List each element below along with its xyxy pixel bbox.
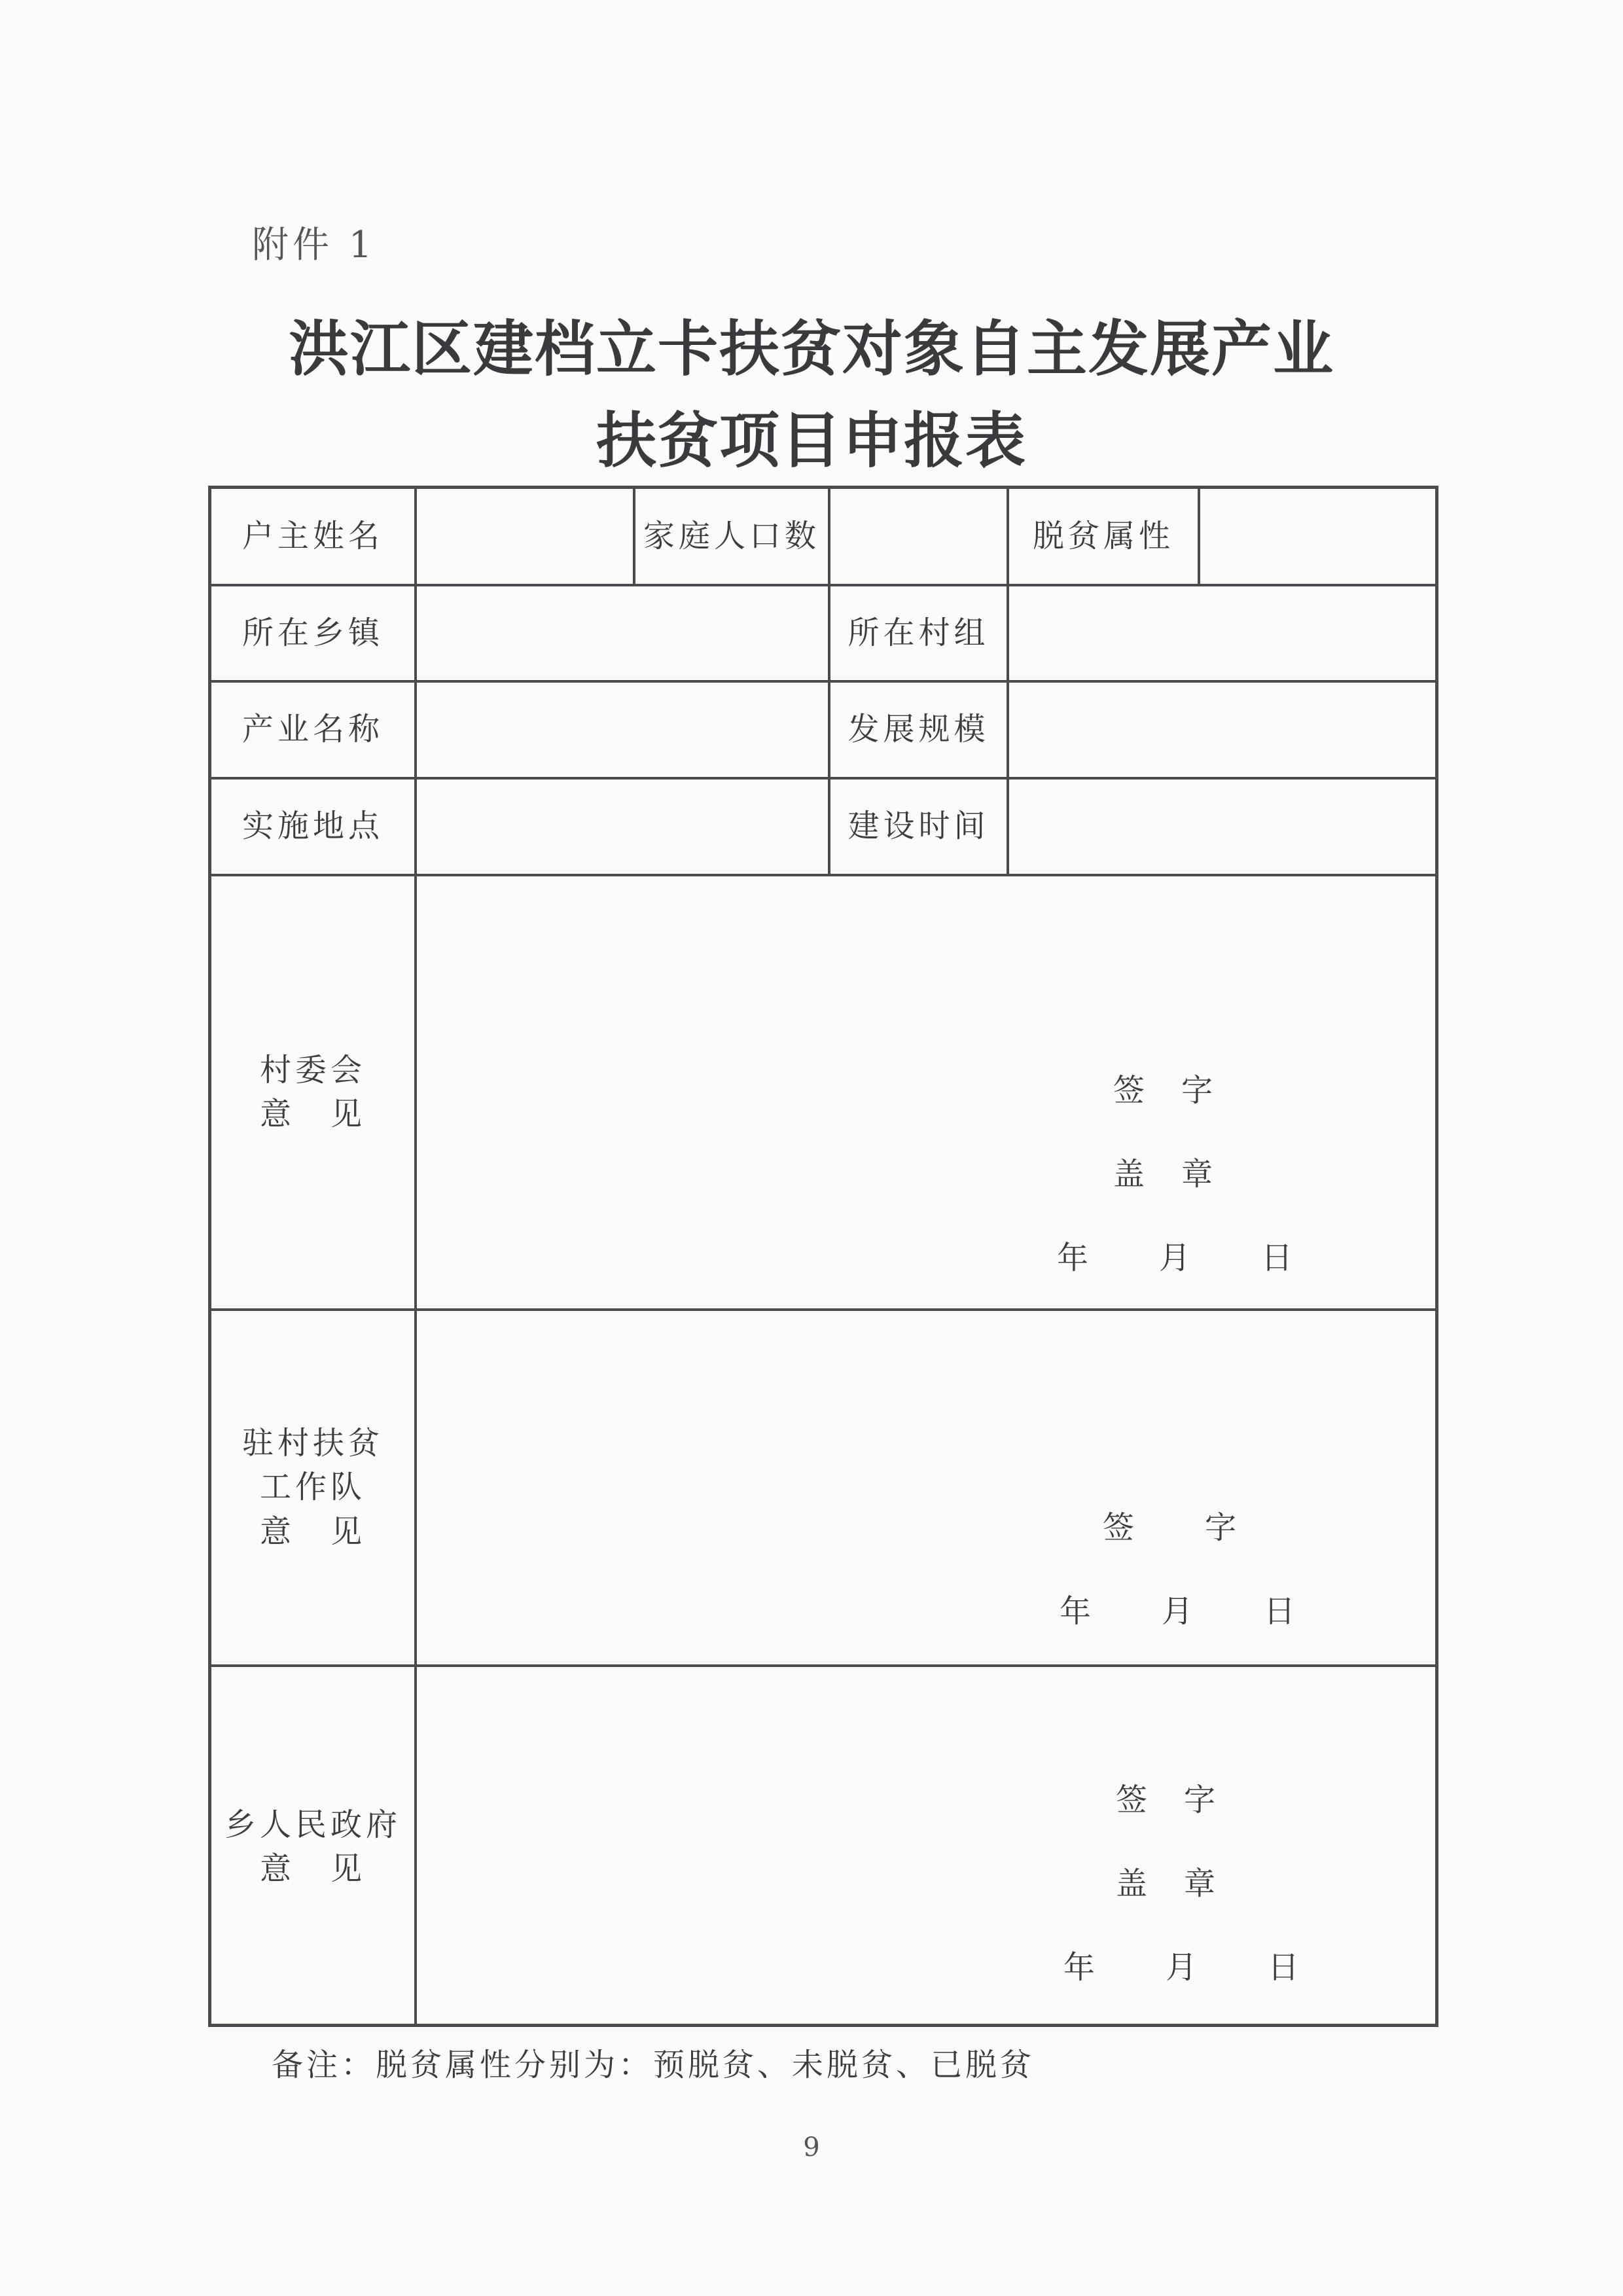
opinion-label-line: 乡人民政府 xyxy=(224,1806,401,1843)
location-label: 实施地点 xyxy=(241,808,383,845)
village-group-field[interactable] xyxy=(1009,586,1436,680)
form-title-line-2: 扶贫项目申报表 xyxy=(596,405,1027,476)
poverty-status-label: 脱贫属性 xyxy=(1032,517,1174,554)
family-size-label: 家庭人口数 xyxy=(643,517,820,554)
opinion-label-line: 意 见 xyxy=(259,1850,366,1887)
industry-name-field[interactable] xyxy=(417,683,828,777)
attachment-label: 附件 1 xyxy=(252,224,376,266)
opinion-label-line: 村委会 xyxy=(259,1051,366,1088)
signature-label: 签 字 xyxy=(1116,1782,1219,1818)
signature-label: 签 字 xyxy=(1103,1509,1240,1546)
work-team-opinion-label xyxy=(211,1311,414,1664)
form-title-line-1: 洪江区建档立卡扶贫对象自主发展产业 xyxy=(288,314,1334,384)
family-size-field[interactable] xyxy=(830,489,1007,584)
form-note: 备注：脱贫属性分别为：预脱贫、未脱贫、已脱贫 xyxy=(272,2047,1035,2083)
page-number: 9 xyxy=(803,2132,820,2162)
scale-label: 发展规模 xyxy=(847,711,990,748)
location-field[interactable] xyxy=(417,780,828,874)
signature-label: 签 字 xyxy=(1113,1072,1216,1109)
industry-name-label: 产业名称 xyxy=(241,711,383,748)
date-label: 年 月 日 xyxy=(1060,1593,1298,1630)
township-government-opinion-label xyxy=(211,1667,414,2027)
seal-label: 盖 章 xyxy=(1113,1156,1216,1193)
build-time-field[interactable] xyxy=(1009,780,1436,874)
township-label: 所在乡镇 xyxy=(241,614,383,651)
date-label: 年 月 日 xyxy=(1063,1949,1302,1986)
village-group-label: 所在村组 xyxy=(847,614,990,651)
build-time-label: 建设时间 xyxy=(847,808,990,845)
opinion-label-line: 意 见 xyxy=(259,1513,366,1550)
poverty-status-field[interactable] xyxy=(1200,489,1436,584)
date-label: 年 月 日 xyxy=(1057,1240,1296,1276)
householder-name-field[interactable] xyxy=(417,489,633,584)
opinion-label-line: 驻村扶贫 xyxy=(241,1425,383,1462)
village-committee-opinion-label xyxy=(211,876,414,1308)
seal-label: 盖 章 xyxy=(1116,1865,1219,1902)
opinion-label-line: 意 见 xyxy=(259,1096,366,1132)
opinion-label-line: 工作队 xyxy=(259,1469,366,1506)
application-form-table xyxy=(208,486,1438,2027)
scale-field[interactable] xyxy=(1009,683,1436,777)
township-field[interactable] xyxy=(417,586,828,680)
householder-name-label: 户主姓名 xyxy=(241,517,383,554)
